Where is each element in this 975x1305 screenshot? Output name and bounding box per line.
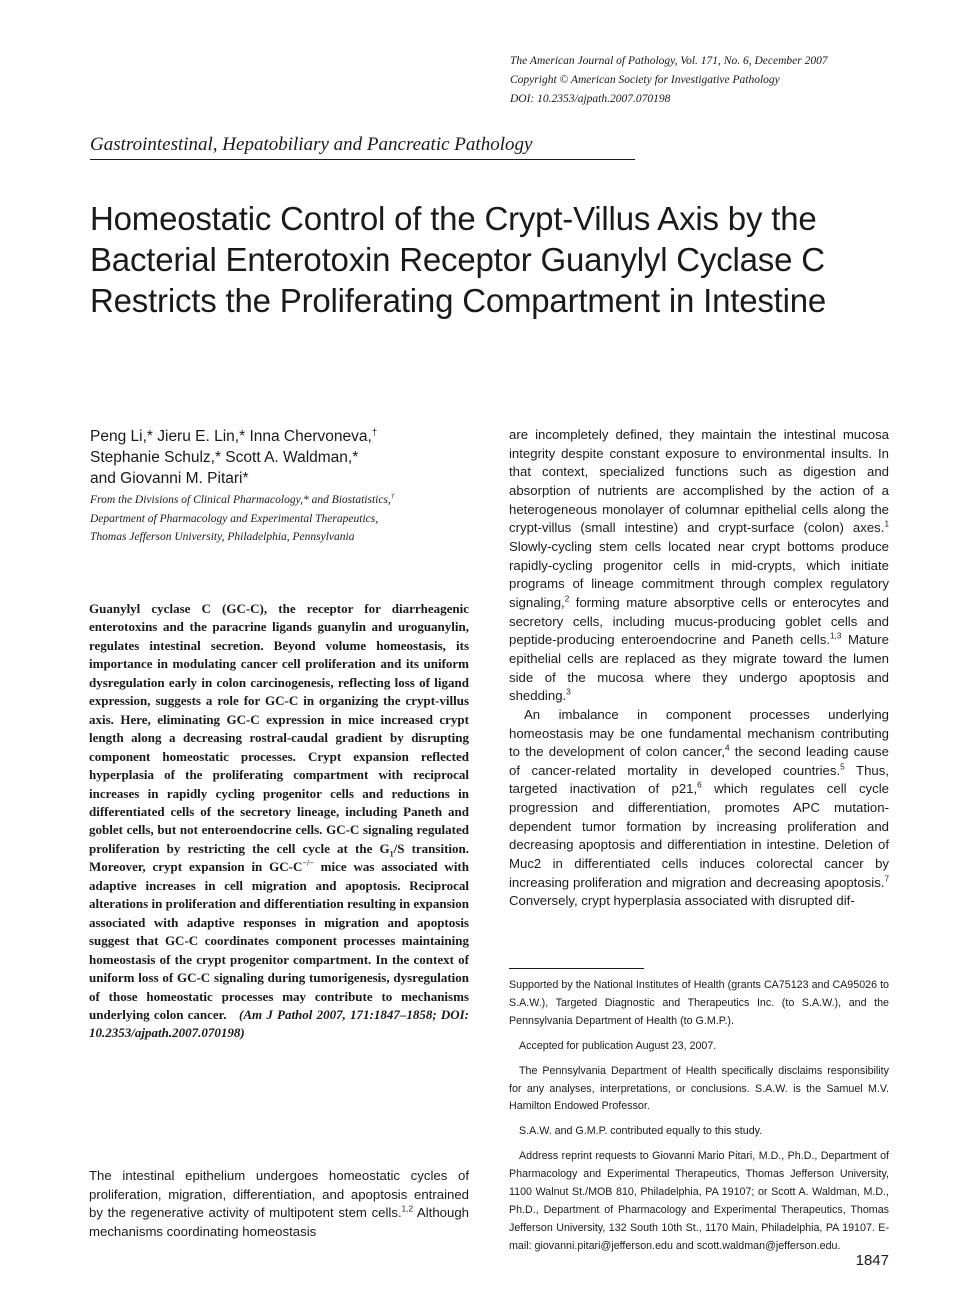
footnote-divider: [509, 968, 644, 969]
body-paragraph: [509, 706, 889, 911]
journal-copyright: Copyright © American Society for Investigative Pathology: [510, 74, 780, 86]
author-mark: †: [371, 426, 378, 438]
author-line-3: [90, 468, 490, 489]
abstract-text: /S transition. Moreover, crypt expansion in GC-C: [89, 840, 469, 875]
author-mark: *: [239, 428, 246, 445]
author-name: Peng Li,: [90, 428, 147, 445]
author-mark: *: [146, 428, 153, 445]
body-text: Conversely, crypt hyperplasia associated with disrupted dif-: [509, 893, 855, 909]
article-title: [90, 198, 890, 321]
footnote-equal-contribution: S.A.W. and G.M.P. contributed equally to this study.: [519, 1125, 763, 1138]
author-line-1: [90, 426, 490, 447]
knockout-superscript: −/−: [302, 859, 314, 869]
page-number: 1847: [855, 1252, 889, 1269]
affiliation-line-1: [90, 491, 490, 510]
title-line-3: Restricts the Proliferating Compartment in Intestine: [90, 282, 827, 319]
footnotes: [509, 977, 889, 1263]
affiliations: [90, 491, 490, 547]
section-heading: Gastrointestinal, Hepatobiliary and Pancreatic Pathology: [90, 132, 635, 160]
title-line-1: Homeostatic Control of the Crypt-Villus Axis by the: [90, 200, 817, 237]
body-text: An imbalance in component processes underlying homeostasis may be one fundamental mechanism contributing to the development of colon cancer,: [509, 706, 889, 760]
abstract-text: mice was associated with adaptive increases in cell migration and apoptosis. Reciprocal alterations in proliferation and differentiation resulting in expansion associated with adaptive responses in migration and apoptosis suggest that GC-C coordinates component processes maintaining homeostasis of the crypt progenitor compartment. In the context of uniform loss of GC-C signaling during tumorigenesis, dysregulation of those homeostatic processes may contribute to mechanisms underlying colon cancer.: [89, 859, 469, 1022]
author-name: and Giovanni M. Pitari: [90, 470, 243, 487]
title-line-2: Bacterial Enterotoxin Receptor Guanylyl Cyclase C: [90, 241, 825, 278]
abstract-text: Guanylyl cyclase C (GC-C), the receptor for diarrheagenic enterotoxins and the paracrine ligands guanylin and uroguanylin, regulates intestinal secretion. Beyond volume homeostasis, its importance in modulating cancer cell proliferation and its uniform dysregulation early in colon carcinogenesis, reflecting loss of ligand expression, suggests a role for GC-C in organizing the crypt-villus axis. Here, eliminating GC-C expression in mice increased crypt length along a decreasing rostral-caudal gradient by disrupting component homeostatic processes. Crypt expansion reflected hyperplasia of the proliferating compartment with reciprocal increases in rapidly cycling progenitor cells and reductions in differentiated cells of the secretory lineage, including Paneth and goblet cells, but not enteroendocrine cells. GC-C signaling regulated proliferation by restricting the cell cycle at the G: [89, 601, 469, 856]
author-mark: *: [214, 449, 221, 466]
affiliation-line-2: Department of Pharmacology and Experimental Therapeutics,: [90, 512, 379, 525]
reference-mark: 6: [697, 781, 702, 791]
body-text: The intestinal epithelium undergoes homeostatic cycles of proliferation, migration, differentiation, and apoptosis entrained by the regenerative activity of multipotent stem cells.: [89, 1168, 469, 1221]
body-text: Although mechanisms coordinating homeostasis: [89, 1205, 469, 1239]
body-paragraph: [509, 426, 889, 706]
reference-mark: 3: [566, 687, 571, 697]
author-name: Inna Chervoneva,: [245, 428, 372, 445]
affiliation-text: From the Divisions of Clinical Pharmacology,: [90, 494, 303, 506]
body-text: the second leading cause of cancer-related mortality in developed countries.: [509, 744, 889, 778]
affiliation-text: and Biostatistics,: [308, 494, 391, 506]
author-name: Stephanie Schulz,: [90, 449, 215, 466]
footnote-address: Address reprint requests to Giovanni Mario Pitari, M.D., Ph.D., Department of Pharmacology and Experimental Therapeutics, Thomas Jefferson University, 1100 Walnut St./MOB 810, Philadelphia, PA 19107; or Scott A. Waldman, M.D., Ph.D., Department of Pharmacology and Experimental Therapeutics, Thomas Jefferson University, 132 South 10th St., 1170 Main, Philadelphia, PA 19107. E-mail: giovanni.pitari@jefferson.edu and scott.waldman@jefferson.edu.: [509, 1150, 889, 1252]
journal-citation: The American Journal of Pathology, Vol. 171, No. 6, December 2007: [510, 55, 828, 67]
reference-mark: 7: [884, 874, 889, 884]
abstract: [89, 600, 469, 1043]
body-text: forming mature absorptive cells or enterocytes and secretory cells, including mucus-producing goblet cells and peptide-producing enteroendocrine and Paneth cells.: [509, 594, 889, 648]
affiliation-mark: †: [390, 492, 395, 501]
journal-header: [510, 52, 930, 109]
author-list: [90, 426, 490, 489]
abstract-citation: (Am J Pathol 2007, 171:1847–1858; DOI: 10.2353/ajpath.2007.070198): [89, 1006, 469, 1041]
g1-subscript: 1: [389, 849, 394, 859]
affiliation-mark: *: [302, 494, 309, 506]
author-line-2: [90, 447, 490, 468]
footnote-support: Supported by the National Institutes of Health (grants CA75123 and CA95026 to S.A.W.), Targeted Diagnostic and Therapeutics Inc. (to S.A.W.), and the Pennsylvania Department of Health (to G.M.P.).: [509, 979, 889, 1027]
right-column-body: [509, 426, 889, 911]
author-mark: *: [242, 470, 249, 487]
reference-mark: 5: [840, 762, 845, 772]
journal-doi: DOI: 10.2353/ajpath.2007.070198: [510, 93, 671, 105]
footnote-disclaimer: The Pennsylvania Department of Health specifically disclaims responsibility for any analyses, interpretations, or conclusions. S.A.W. is the Samuel M.V. Hamilton Endowed Professor.: [509, 1064, 889, 1113]
reference-mark: 2: [564, 594, 570, 604]
body-text: Slowly-cycling stem cells located near crypt bottoms produce rapidly-cycling progenitor cells in mid-crypts, which initiate programs of lineage commitment through complex regulatory signaling,: [509, 538, 889, 610]
introduction-start: [89, 1167, 469, 1241]
reference-mark: 1,3: [830, 631, 842, 641]
body-text: are incompletely defined, they maintain the intestinal mucosa integrity despite constant exposure to environmental insults. In that context, specialized functions such as digestion and absorption of nutrients are accomplished by the action of a heterogeneous monolayer of columnar epithelial cells along the crypt-villus (small intestine) and crypt-surface (colon) axes.: [509, 427, 889, 536]
affiliation-line-3: Thomas Jefferson University, Philadelphia, Pennsylvania: [90, 531, 355, 543]
author-mark: *: [352, 449, 359, 466]
reference-mark: 1,2: [401, 1204, 413, 1214]
reference-mark: 1: [884, 519, 889, 529]
body-text: which regulates cell cycle progression and differentiation, promotes APC mutation-dependent tumor formation by increasing proliferation and decreasing apoptosis and differentiation in intestine. Deletion of Muc2 in differentiated cells induces colorectal cancer by increasing proliferation and migration and decreasing apoptosis.: [509, 781, 889, 890]
body-text: Thus, targeted inactivation of p21,: [509, 762, 889, 797]
body-text: Mature epithelial cells are replaced as they migrate toward the lumen side of the mucosa where they undergo apoptosis and shedding.: [509, 632, 889, 704]
reference-mark: 4: [724, 743, 730, 753]
author-name: Scott A. Waldman,: [221, 449, 353, 466]
author-name: Jieru E. Lin,: [152, 428, 240, 445]
footnote-accepted: Accepted for publication August 23, 2007.: [519, 1039, 717, 1052]
